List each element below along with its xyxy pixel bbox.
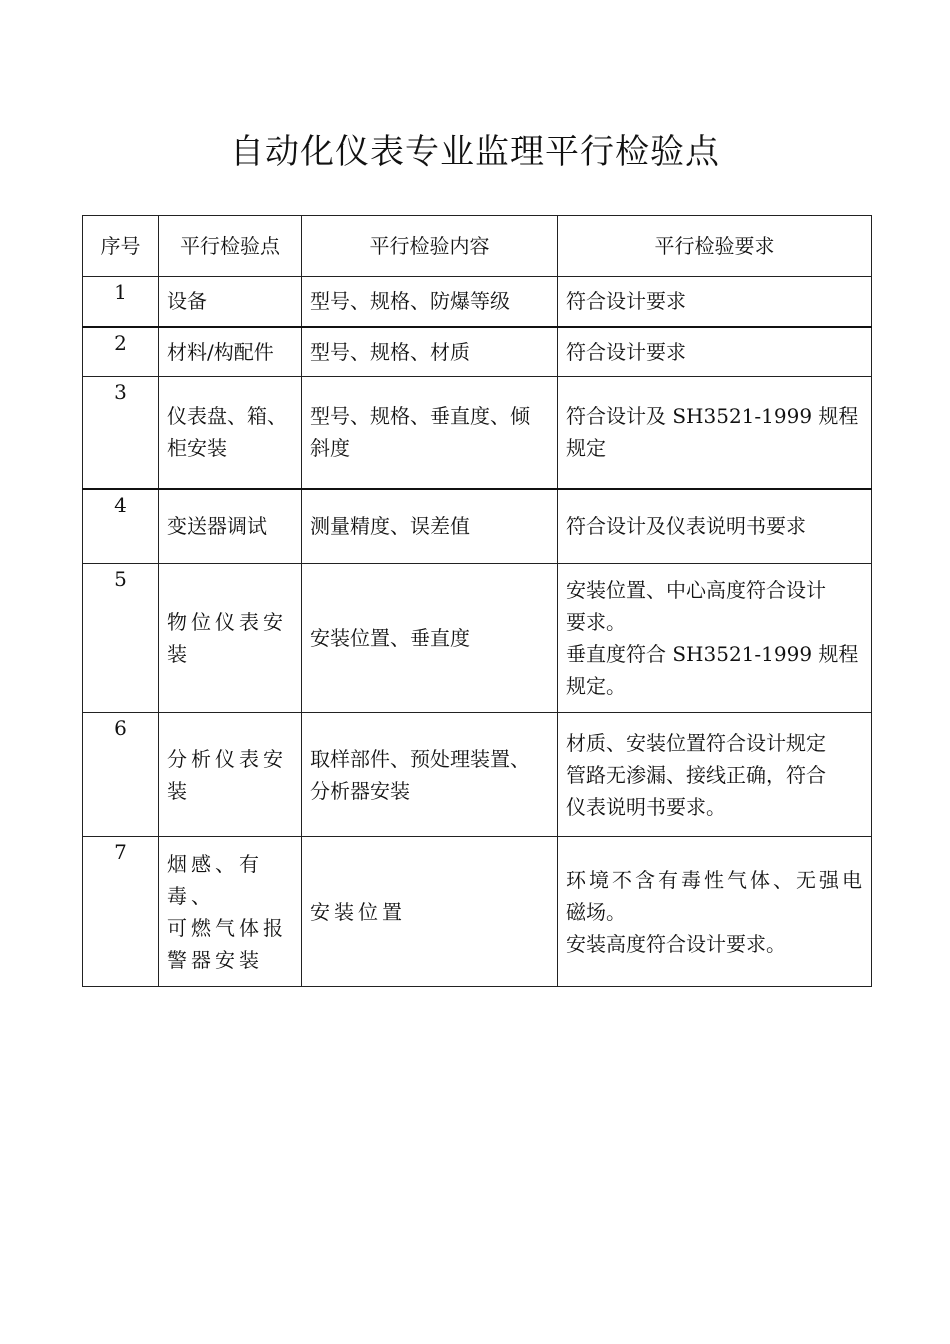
inspection-point-cell [159, 564, 302, 713]
page-title: 自动化仪表专业监理平行检验点 [230, 132, 720, 172]
cell-line: 仪表说明书要求。 [566, 794, 726, 819]
cell-line: 符合设计及 SH3521-1999 规程 [566, 404, 859, 429]
cell-line: 可燃气体报 [167, 915, 287, 940]
cell-line: 仪表盘、箱、 [167, 404, 287, 429]
cell-line: 测量精度、误差值 [310, 514, 470, 539]
cell-line: 装 [167, 642, 191, 666]
cell-line: 斜度 [310, 436, 350, 461]
cell-line: 烟感、有毒、 [167, 851, 263, 908]
cell-line: 型号、规格、材质 [310, 339, 470, 364]
inspection-requirement-cell [558, 489, 872, 564]
inspection-requirement-cell [558, 713, 872, 837]
cell-line: 型号、规格、防爆等级 [310, 289, 510, 314]
cell-line: 符合设计要求 [566, 339, 686, 364]
cell-line: 规定 [566, 436, 606, 461]
cell-line: 安装高度符合设计要求。 [566, 931, 786, 956]
inspection-points-table [82, 215, 872, 987]
row-number: 5 [83, 564, 159, 713]
cell-line: 物位仪表安 [167, 610, 287, 634]
cell-line: 设备 [167, 289, 207, 314]
header-point: 平行检验点 [159, 216, 302, 277]
cell-line: 分析器安装 [310, 778, 410, 803]
row-number: 1 [83, 277, 159, 327]
row-number: 7 [83, 837, 159, 987]
inspection-requirement-cell [558, 327, 872, 377]
table-row [83, 377, 872, 489]
cell-line: 变送器调试 [167, 514, 267, 539]
inspection-point-cell [159, 713, 302, 837]
cell-line: 管路无渗漏、接线正确，符合 [566, 762, 826, 787]
inspection-point-cell [159, 327, 302, 377]
inspection-content-cell [302, 327, 558, 377]
header-requirement: 平行检验要求 [558, 216, 872, 277]
inspection-point-cell [159, 489, 302, 564]
inspection-point-cell [159, 837, 302, 987]
row-number: 2 [83, 327, 159, 377]
cell-line: 装 [167, 778, 191, 803]
cell-line: 安装位置、垂直度 [310, 626, 470, 650]
cell-line: 垂直度符合 SH3521-1999 规程 [566, 642, 859, 666]
table-row [83, 713, 872, 837]
cell-line: 取样部件、预处理装置、 [310, 746, 530, 771]
header-content: 平行检验内容 [302, 216, 558, 277]
cell-line: 磁场。 [566, 899, 626, 924]
table-header-row [83, 216, 872, 277]
row-number: 3 [83, 377, 159, 489]
inspection-requirement-cell [558, 277, 872, 327]
cell-line: 安装位置、中心高度符合设计 [566, 578, 826, 602]
inspection-content-cell [302, 489, 558, 564]
cell-line: 材质、安装位置符合设计规定 [566, 730, 826, 755]
cell-line: 分析仪表安 [167, 746, 287, 771]
inspection-content-cell [302, 713, 558, 837]
cell-line: 安装位置 [310, 899, 406, 924]
inspection-requirement-cell [558, 564, 872, 713]
table-row [83, 327, 872, 377]
cell-line: 环境不含有毒性气体、无强电 [566, 867, 865, 892]
inspection-content-cell [302, 277, 558, 327]
table-row [83, 564, 872, 713]
inspection-point-cell [159, 277, 302, 327]
cell-line: 符合设计及仪表说明书要求 [566, 514, 806, 539]
row-number: 4 [83, 489, 159, 564]
cell-line: 规定。 [566, 674, 626, 698]
table-row [83, 489, 872, 564]
inspection-content-cell [302, 564, 558, 713]
header-no: 序号 [83, 216, 159, 277]
table-row [83, 837, 872, 987]
inspection-requirement-cell [558, 377, 872, 489]
cell-line: 警器安装 [167, 947, 263, 972]
inspection-point-cell [159, 377, 302, 489]
inspection-content-cell [302, 837, 558, 987]
cell-line: 柜安装 [167, 436, 227, 461]
inspection-content-cell [302, 377, 558, 489]
table-row [83, 277, 872, 327]
cell-line: 材料/构配件 [167, 339, 274, 364]
inspection-requirement-cell [558, 837, 872, 987]
row-number: 6 [83, 713, 159, 837]
cell-line: 符合设计要求 [566, 289, 686, 314]
cell-line: 型号、规格、垂直度、倾 [310, 404, 530, 429]
cell-line: 要求。 [566, 610, 626, 634]
